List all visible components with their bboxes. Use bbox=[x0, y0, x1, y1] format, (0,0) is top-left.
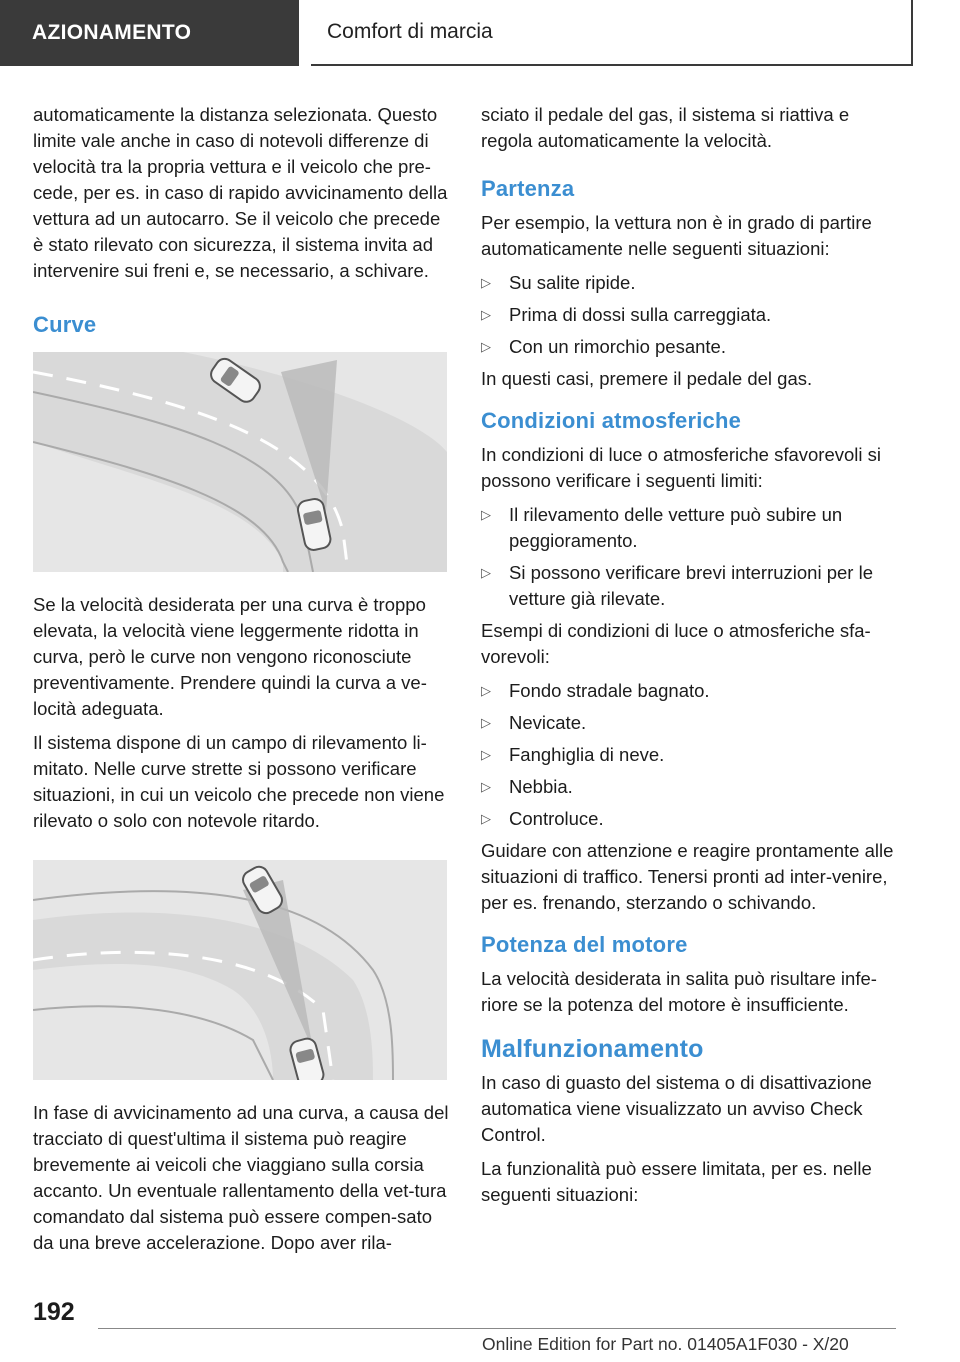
left-column bbox=[33, 102, 453, 1264]
curve-illustration-1 bbox=[33, 352, 447, 572]
list-item: ▷ Nebbia. bbox=[481, 774, 901, 800]
bullet-icon: ▷ bbox=[481, 565, 491, 580]
paragraph: Il sistema dispone di un campo di rilevamento li-mitato. Nelle curve strette si possono verificare situazioni, in cui un veicolo che precede non viene rilevato o solo con notevole ritardo. bbox=[33, 732, 445, 831]
curve-illustration-2 bbox=[33, 860, 447, 1080]
bullet-icon: ▷ bbox=[481, 715, 491, 730]
paragraph: In fase di avvicinamento ad una curva, a causa del tracciato di quest'ultima il sistema può reagire brevemente ai veicoli che viaggiano sulla corsia accanto. Un eventuale rallentamento della vet-tura comandato dal sistema può essere compen-sato da una breve accelerazione. Dopo aver rila- bbox=[33, 1102, 449, 1253]
section-title: AZIONAMENTO bbox=[32, 21, 192, 44]
list-partenza bbox=[481, 270, 901, 360]
list-item: ▷ Fanghiglia di neve. bbox=[481, 742, 901, 768]
list-item: ▷ Nevicate. bbox=[481, 710, 901, 736]
heading-malfunzionamento: Malfunzionamento bbox=[481, 1035, 704, 1063]
right-column bbox=[481, 102, 901, 1216]
paragraph: In condizioni di luce o atmosferiche sfavorevoli si possono verificare i seguenti limiti: bbox=[481, 444, 881, 491]
bullet-icon: ▷ bbox=[481, 683, 491, 698]
heading-condizioni: Condizioni atmosferiche bbox=[481, 408, 742, 433]
paragraph: automaticamente la distanza selezionata. Questo limite vale anche in caso di notevoli differenze di velocità tra la propria vettura e il veicolo che pre-cede, per es. in caso di rapido avvicinamento della vettura ad un autocarro. Se il veicolo che precede è stato rilevato con sicurezza, il sistema invita ad intervenire sui freni e, se necessario, a schivare. bbox=[33, 104, 448, 281]
footer-divider bbox=[98, 1328, 896, 1329]
list-item: ▷ Si possono verificare brevi interruzioni per le vetture già rilevate. bbox=[481, 562, 874, 609]
list-item: ▷ Con un rimorchio pesante. bbox=[481, 334, 901, 360]
heading-partenza: Partenza bbox=[481, 176, 575, 201]
bullet-icon: ▷ bbox=[481, 339, 491, 354]
bullet-icon: ▷ bbox=[481, 307, 491, 322]
paragraph: Per esempio, la vettura non è in grado di partire automaticamente nelle seguenti situazioni: bbox=[481, 212, 872, 259]
heading-potenza: Potenza del motore bbox=[481, 932, 688, 957]
list-condizioni bbox=[481, 502, 901, 612]
list-item: ▷ Il rilevamento delle vetture può subire un peggioramento. bbox=[481, 504, 843, 551]
bullet-icon: ▷ bbox=[481, 779, 491, 794]
paragraph: sciato il pedale del gas, il sistema si riattiva e regola automaticamente la velocità. bbox=[481, 104, 850, 151]
list-esempi bbox=[481, 678, 901, 832]
list-item: ▷ Controluce. bbox=[481, 806, 901, 832]
paragraph: Esempi di condizioni di luce o atmosferiche sfa-vorevoli: bbox=[481, 620, 871, 667]
bullet-icon: ▷ bbox=[481, 275, 491, 290]
bullet-icon: ▷ bbox=[481, 747, 491, 762]
paragraph: In caso di guasto del sistema o di disattivazione automatica viene visualizzato un avviso Check Control. bbox=[481, 1072, 872, 1145]
heading-curve: Curve bbox=[33, 312, 97, 337]
list-item: ▷ Fondo stradale bagnato. bbox=[481, 678, 901, 704]
footer-edition: Online Edition for Part no. 01405A1F030 - X/20 bbox=[482, 1334, 849, 1354]
list-item: ▷ Prima di dossi sulla carreggiata. bbox=[481, 302, 901, 328]
section-tab bbox=[0, 0, 299, 66]
paragraph: La velocità desiderata in salita può risultare infe-riore se la potenza del motore è insufficiente. bbox=[481, 968, 877, 1015]
list-item: ▷ Su salite ripide. bbox=[481, 270, 901, 296]
page-number: 192 bbox=[33, 1298, 75, 1326]
paragraph: La funzionalità può essere limitata, per es. nelle seguenti situazioni: bbox=[481, 1158, 872, 1205]
bullet-icon: ▷ bbox=[481, 507, 491, 522]
bullet-icon: ▷ bbox=[481, 811, 491, 826]
chapter-tab bbox=[311, 0, 913, 66]
paragraph: Se la velocità desiderata per una curva è troppo elevata, la velocità viene leggermente ridotta in curva, però le curve non vengono riconosciute preventivamente. Prendere quindi la curva a ve-locità adeguata. bbox=[33, 594, 427, 719]
paragraph: In questi casi, premere il pedale del gas. bbox=[481, 368, 813, 389]
paragraph: Guidare con attenzione e reagire prontamente alle situazioni di traffico. Tenersi pronti ad inter-venire, per es. frenando, sterzando o schivando. bbox=[481, 840, 894, 913]
chapter-title: Comfort di marcia bbox=[327, 20, 493, 43]
